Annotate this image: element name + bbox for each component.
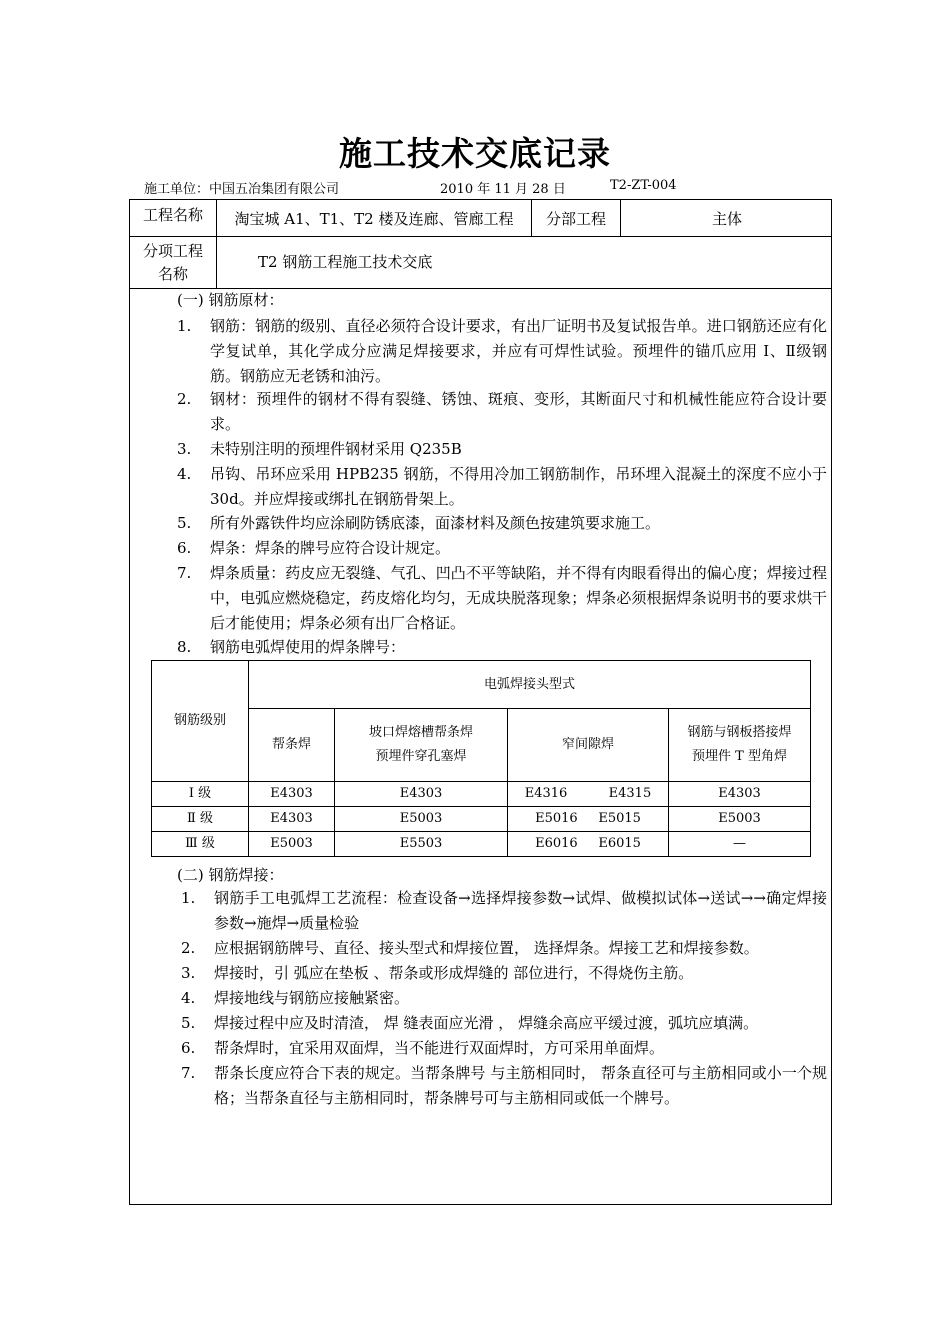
item-number: 1. xyxy=(181,889,196,907)
document-code: T2-ZT-004 xyxy=(610,178,677,193)
project-name-label: 工程名称 xyxy=(142,205,203,224)
divider xyxy=(130,236,831,237)
record-date: 2010 年 11 月 28 日 xyxy=(440,182,566,197)
division-value: 主体 xyxy=(711,209,742,228)
grade-cell: Ⅲ 级 xyxy=(152,832,249,857)
item-number: 8. xyxy=(177,638,192,656)
table-cell: E5016 E5015 xyxy=(508,807,669,832)
table-cell: E4303 xyxy=(249,807,335,832)
division-label: 分部工程 xyxy=(545,209,606,228)
item-text: 焊接过程中应及时清渣， 焊 缝表面应光滑 ， 焊缝余高应平缓过渡，弧坑应填满。 xyxy=(214,1014,759,1032)
table-cell: E4303 xyxy=(669,782,811,807)
subitem-value: T2 钢筋工程施工技术交底 xyxy=(258,253,433,271)
joint-type-header: 电弧焊接头型式 xyxy=(249,661,811,709)
item-text: 钢筋电弧焊使用的焊条牌号： xyxy=(210,638,406,656)
col-header-lap-line1: 钢筋与钢板搭接焊 xyxy=(687,725,792,740)
table-cell: E4303 xyxy=(335,782,508,807)
item-text: 焊接时，引 弧应在垫板 、帮条或形成焊缝的 部位进行，不得烧伤主筋。 xyxy=(214,964,694,982)
item-number: 3. xyxy=(177,440,192,458)
item-number: 7. xyxy=(177,564,192,582)
item-text: 钢筋手工电弧焊工艺流程：检查设备→选择焊接参数→试焊、做模拟试体→送试→→确定焊接参数→施焊→质量检验 xyxy=(214,889,827,932)
item-text: 焊接地线与钢筋应接触紧密。 xyxy=(214,989,410,1007)
subitem-label-line1: 分项工程 xyxy=(142,241,203,260)
table-row xyxy=(152,807,811,832)
project-name-value: 淘宝城 A1、T1、T2 楼及连廊、管廊工程 xyxy=(234,209,514,228)
item-text: 应根据钢筋牌号、直径、接头型式和焊接位置， 选择焊条。焊接工艺和焊接参数。 xyxy=(214,939,759,957)
item-number: 4. xyxy=(181,989,196,1007)
grade-cell: Ⅰ 级 xyxy=(152,782,249,807)
grade-header: 钢筋级别 xyxy=(152,661,249,782)
subitem-label xyxy=(130,237,216,288)
item-number: 4. xyxy=(177,465,192,483)
table-cell: E5003 xyxy=(249,832,335,857)
item-text: 焊条质量：药皮应无裂缝、气孔、凹凸不平等缺陷，并不得有肉眼看得出的偏心度；焊接过程中，电弧应燃烧稳定，药皮熔化均匀，无成块脱落现象；焊条必须根据焊条说明书的要求烘干后才能使用；焊条必须有出厂合格证。 xyxy=(210,564,827,632)
table-cell: E5003 xyxy=(669,807,811,832)
item-text: 焊条：焊条的牌号应符合设计规定。 xyxy=(210,539,451,557)
col-header-groove-line1: 坡口焊熔槽帮条焊 xyxy=(368,725,473,740)
col-header-lap xyxy=(669,709,811,782)
col-header-lap-line2: 预埋件 T 型角焊 xyxy=(692,749,787,764)
item-number: 6. xyxy=(181,1039,196,1057)
item-number: 5. xyxy=(181,1014,196,1032)
subitem-label-line2: 名称 xyxy=(157,264,188,283)
section-heading-welding: (二) 钢筋焊接： xyxy=(177,866,284,884)
construction-unit: 施工单位：中国五冶集团有限公司 xyxy=(144,182,340,197)
item-number: 3. xyxy=(181,964,196,982)
table-row xyxy=(152,832,811,857)
item-text: 所有外露铁件均应涂刷防锈底漆，面漆材料及颜色按建筑要求施工。 xyxy=(210,514,661,532)
item-number: 6. xyxy=(177,539,192,557)
item-text: 钢筋：钢筋的级别、直径必须符合设计要求，有出厂证明书及复试报告单。进口钢筋还应有化学复试单，其化学成分应满足焊接要求，并应有可焊性试验。预埋件的锚爪应用 I、Ⅱ级钢筋。钢筋应无老锈和油污。 xyxy=(210,317,827,385)
item-number: 1. xyxy=(177,317,192,335)
item-number: 5. xyxy=(177,514,192,532)
col-header-groove xyxy=(335,709,508,782)
table-cell: E4316 E4315 xyxy=(508,782,669,807)
grade-cell: Ⅱ 级 xyxy=(152,807,249,832)
record-form xyxy=(129,199,832,1205)
item-number: 2. xyxy=(177,390,192,408)
item-text: 吊钩、吊环应采用 HPB235 钢筋，不得用冷加工钢筋制作，吊环埋入混凝土的深度不应小于 30d。并应焊接或绑扎在钢筋骨架上。 xyxy=(210,465,827,508)
section-heading-materials: (一) 钢筋原材： xyxy=(177,291,284,309)
item-number: 2. xyxy=(181,939,196,957)
item-number: 7. xyxy=(181,1064,196,1082)
table-cell: E6016 E6015 xyxy=(508,832,669,857)
table-cell: E5503 xyxy=(335,832,508,857)
table-cell: E5003 xyxy=(335,807,508,832)
col-header-bangtiao: 帮条焊 xyxy=(249,709,335,782)
item-text: 帮条焊时，宜采用双面焊，当不能进行双面焊时，方可采用单面焊。 xyxy=(214,1039,665,1057)
item-text: 未特别注明的预埋件钢材采用 Q235B xyxy=(210,440,462,458)
item-text: 钢材：预埋件的钢材不得有裂缝、锈蚀、斑痕、变形，其断面尺寸和机械性能应符合设计要求。 xyxy=(210,390,827,433)
col-header-narrow-gap: 窄间隙焊 xyxy=(508,709,669,782)
table-cell: — xyxy=(669,832,811,857)
col-header-groove-line2: 预埋件穿孔塞焊 xyxy=(375,749,467,764)
table-cell: E4303 xyxy=(249,782,335,807)
page-title: 施工技术交底记录 xyxy=(339,134,611,173)
item-text: 帮条长度应符合下表的规定。当帮条牌号 与主筋相同时， 帮条直径可与主筋相同或小一个规格；当帮条直径与主筋相同时，帮条牌号可与主筋相同或低一个牌号。 xyxy=(214,1064,827,1107)
electrode-table xyxy=(151,660,811,857)
table-row xyxy=(152,782,811,807)
